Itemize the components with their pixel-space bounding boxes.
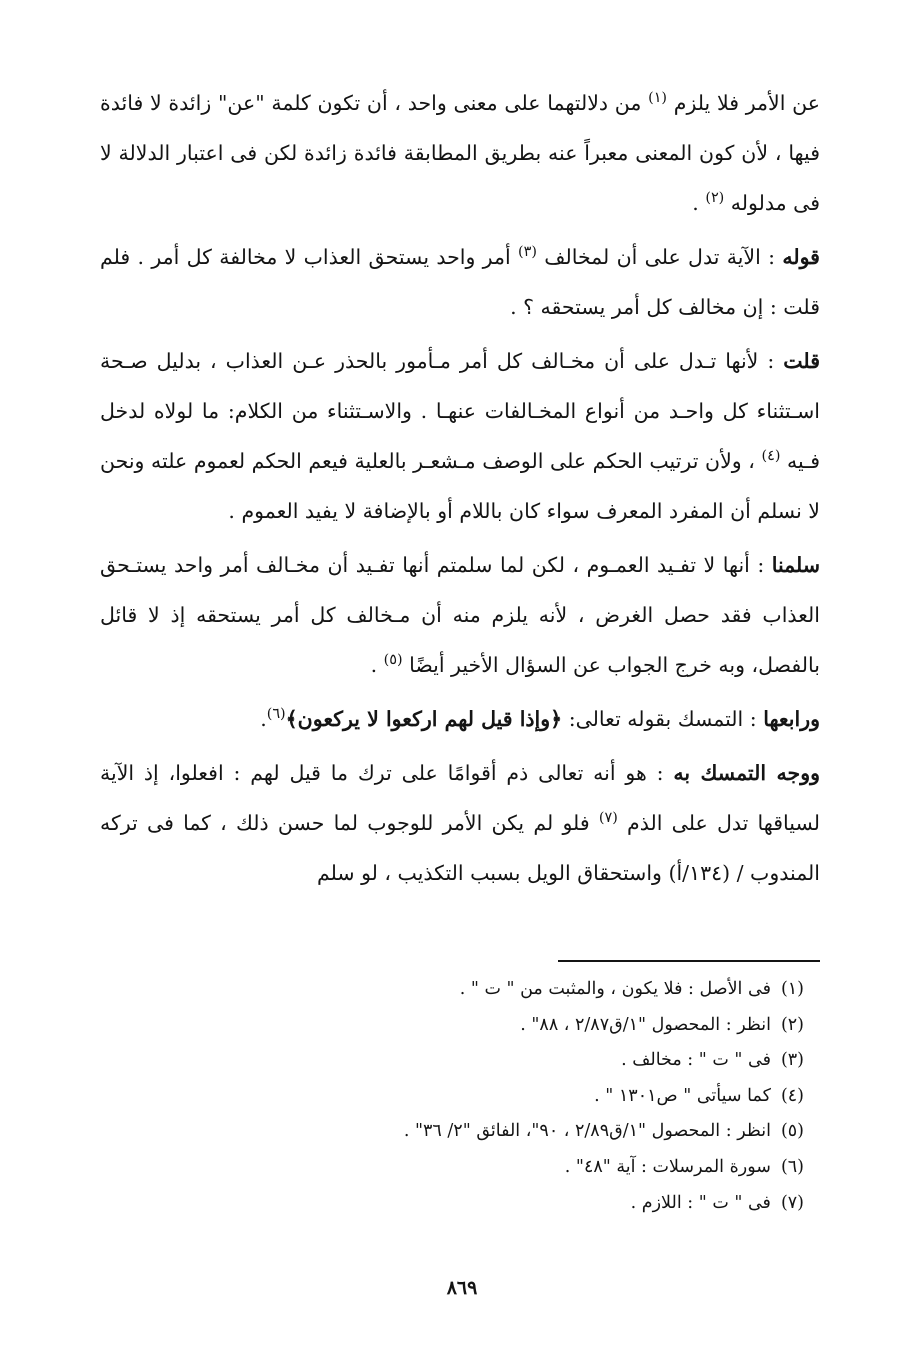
footnote-item	[140, 1008, 804, 1044]
footnote-text: فى الأصل : فلا يكون ، والمثبت من " ت " .	[459, 979, 771, 999]
footnote-item	[140, 1186, 804, 1222]
footnote-number: (٣)	[780, 1050, 804, 1071]
paragraph	[100, 540, 820, 690]
paragraph	[100, 232, 820, 332]
footnote-separator	[558, 960, 820, 962]
footnote-text: كما سيأتى " ص١٣٠١ " .	[594, 1085, 771, 1106]
footnote-item	[140, 1114, 804, 1150]
footnote-number: (٢)	[780, 1014, 804, 1035]
text-segment: : هو أنه تعالى ذم أقوامًا على ترك ما قيل لهم : افعلوا، إذ الآية لسياقها تدل على الذم	[100, 761, 820, 835]
paragraph	[100, 78, 820, 228]
text-segment: : أنها لا تفـيد العمـوم ، لكن لما سلمتم أنها تفـيد أن مخـالف أمر واحد يستـحق العذاب فقد حصل الغرض ، لأنه يلزم منه أن مـخالف كل أمر يستحقه إذ لا قائل بالفصل، وبه خرج الجواب عن السؤال الأخير أيضًا	[100, 553, 820, 677]
footnote-number: (٤)	[780, 1085, 804, 1106]
footnote-reference: (٣)	[517, 244, 537, 261]
text-segment: : التمسك بقوله تعالى:	[562, 707, 764, 731]
paragraph	[100, 748, 820, 898]
footnote-text: انظر : المحصول "١/ق٢/٨٧ ، ٨٨" .	[520, 1014, 771, 1035]
text-segment: .	[370, 653, 384, 677]
footnote-reference: (١)	[648, 90, 668, 107]
text-segment: : الآية تدل على أن لمخالف	[536, 245, 783, 269]
footnote-text: فى " ت " : مخالف .	[621, 1050, 771, 1071]
paragraph-lead-term: ووجه التمسك به	[673, 761, 820, 785]
text-segment: من دلالتهما على معنى واحد ، أن تكون كلمة "عن" زائدة لا فائدة فيها ، لأن كون المعنى معبراً عنه بطريق المطابقة فائدة زائدة لكن فى اعتبار الدلالة لا فى مدلوله	[100, 91, 820, 215]
footnote-reference: (٧)	[598, 810, 618, 827]
paragraph-lead-term: قوله	[782, 245, 820, 269]
footnote-number: (٧)	[780, 1192, 804, 1213]
footnote-item	[140, 1043, 804, 1079]
main-text	[100, 78, 820, 902]
footnote-reference: (٥)	[383, 652, 403, 669]
text-segment: ، ولأن ترتيب الحكم على الوصف مـشعـر بالعلية فيعم الحكم لعموم علته ونحن لا نسلم أن المفرد المعرف سواء كان باللام أو بالإضافة لا يفيد العموم .	[100, 449, 820, 523]
quran-verse: ﴿وإذا قيل لهم اركعوا لا يركعون﴾	[285, 707, 563, 731]
footnote-reference: (٢)	[705, 190, 725, 207]
paragraph-lead-term: قلت	[783, 349, 820, 373]
footnote-reference: (٤)	[761, 448, 781, 465]
footnote-number: (٥)	[780, 1121, 804, 1142]
text-segment: فلو لم يكن الأمر للوجوب لما حسن ذلك ، كما فى تركه المندوب / (١٣٤/أ) واستحقاق الويل بسبب التكذيب ، لو سلم	[100, 811, 820, 885]
footnote-item	[140, 972, 804, 1008]
text-segment: .	[260, 707, 267, 731]
text-segment: .	[692, 191, 706, 215]
footnote-text: انظر : المحصول "١/ق٢/٨٩ ، ٩٠"، الفائق "٢/ ٣٦" .	[403, 1121, 771, 1142]
footnotes-list	[140, 972, 804, 1221]
footnote-item	[140, 1079, 804, 1115]
paragraph	[100, 694, 820, 744]
footnote-reference: (٦)	[266, 706, 286, 723]
paragraph-lead-term: ورابعها	[763, 707, 820, 731]
footnote-item	[140, 1150, 804, 1186]
text-segment: أمر واحد يستحق العذاب لا مخالفة كل أمر . فلم قلت : إن مخالف كل أمر يستحقه ؟ .	[100, 245, 820, 319]
footnote-text: سورة المرسلات : آية "٤٨" .	[564, 1156, 771, 1177]
text-segment: عن الأمر فلا يلزم	[667, 91, 820, 115]
paragraph-lead-term: سلمنا	[771, 553, 820, 577]
paragraph	[100, 336, 820, 536]
footnote-text: فى " ت " : اللازم .	[630, 1192, 771, 1213]
text-segment: : لأنها تـدل على أن مخـالف كل أمر مـأمور بالحذر عـن العذاب ، بدليل صـحة اسـتثناء كل واحـد من أنواع المخـالفات عنهـا . والاسـتثناء من الكلام: ما لولاه لدخل فـيه	[100, 349, 821, 473]
footnote-number: (٦)	[780, 1156, 804, 1177]
page-number: ٨٦٩	[446, 1277, 478, 1299]
footnote-number: (١)	[780, 979, 804, 999]
